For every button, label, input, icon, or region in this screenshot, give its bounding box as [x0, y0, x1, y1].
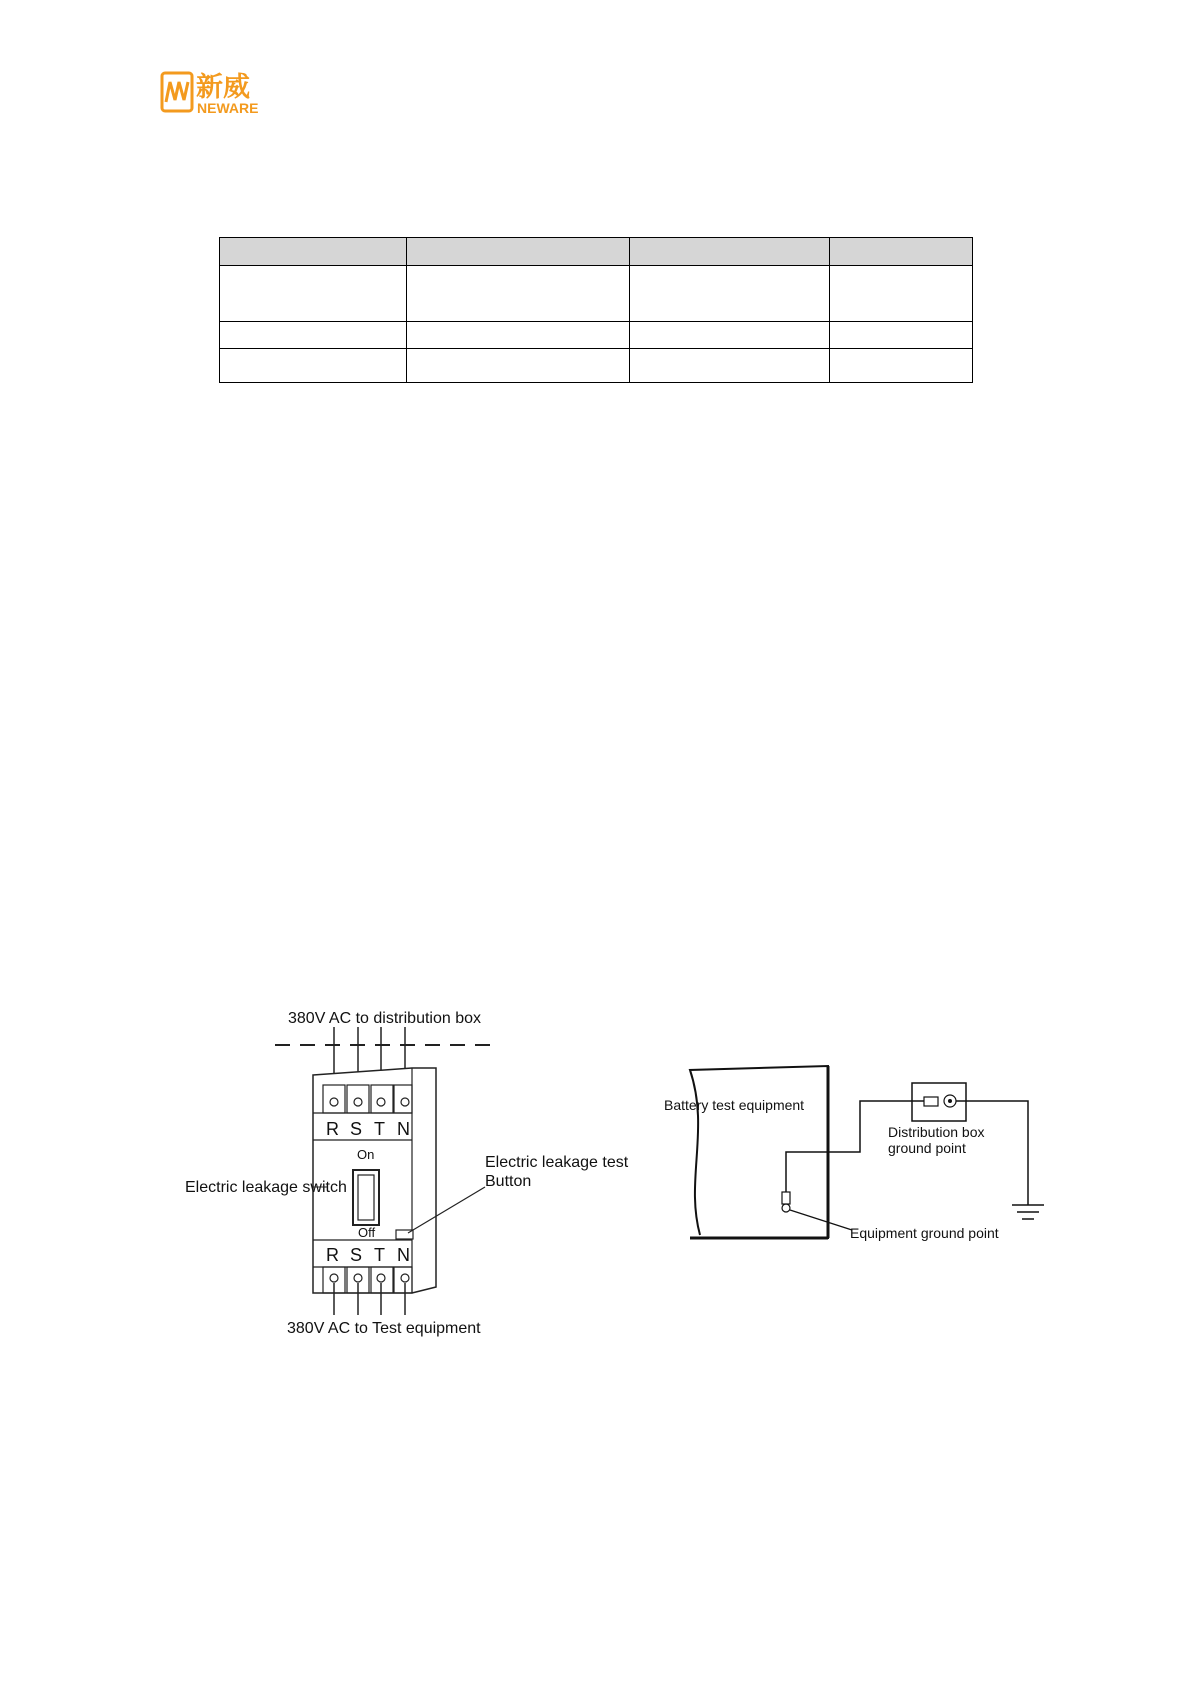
- test-button-label-line2: Button: [485, 1173, 532, 1190]
- bottom-label: 380V AC to Test equipment: [287, 1320, 481, 1337]
- distribution-box: [912, 1083, 966, 1121]
- table-cell: [630, 349, 830, 383]
- table-cell: [220, 349, 407, 383]
- table-cell: [407, 266, 630, 322]
- table-cell: [630, 266, 830, 322]
- grounding-diagram: [660, 1060, 1060, 1250]
- phase-r-top: R: [326, 1119, 339, 1139]
- table-cell: [630, 322, 830, 349]
- table-cell: [220, 322, 407, 349]
- table-cell: [220, 266, 407, 322]
- phase-n-bottom: N: [397, 1245, 410, 1265]
- table-header-cell: [220, 238, 407, 266]
- phase-s-top: S: [350, 1119, 363, 1139]
- equipment-ground-icon: [782, 1192, 790, 1204]
- equipment-label: Battery test equipment: [664, 1097, 805, 1113]
- logo-wave-icon: [166, 82, 188, 102]
- leakage-switch-diagram: [180, 1005, 650, 1340]
- switch-label: Electric leakage switch: [185, 1179, 347, 1196]
- table-row: [220, 322, 973, 349]
- table-header-row: [220, 238, 973, 266]
- top-label: 380V AC to distribution box: [288, 1010, 482, 1027]
- table-row: [220, 349, 973, 383]
- table-header-cell: [630, 238, 830, 266]
- on-label: On: [357, 1147, 375, 1162]
- box-label-line2: ground point: [888, 1140, 966, 1156]
- table-cell: [830, 322, 973, 349]
- off-label: Off: [358, 1225, 376, 1240]
- phase-r-bottom: R: [326, 1245, 339, 1265]
- table-cell: [407, 349, 630, 383]
- neware-logo: [160, 68, 286, 118]
- table-row: [220, 266, 973, 322]
- box-label-line1: Distribution box: [888, 1124, 985, 1140]
- table-header-cell: [830, 238, 973, 266]
- table-cell: [830, 349, 973, 383]
- phase-t-bottom: T: [374, 1245, 385, 1265]
- table-cell: [830, 266, 973, 322]
- phase-n-top: N: [397, 1119, 410, 1139]
- switch-lever: [353, 1170, 379, 1225]
- ground-point-label: Equipment ground point: [850, 1225, 999, 1241]
- table-cell: [407, 322, 630, 349]
- logo-english: NEWARE: [197, 100, 259, 116]
- phase-t-top: T: [374, 1119, 385, 1139]
- spec-table: [219, 237, 973, 383]
- test-button-label-line1: Electric leakage test: [485, 1154, 629, 1171]
- phase-s-bottom: S: [350, 1245, 363, 1265]
- table-header-cell: [407, 238, 630, 266]
- logo-chinese: 新威: [196, 72, 250, 103]
